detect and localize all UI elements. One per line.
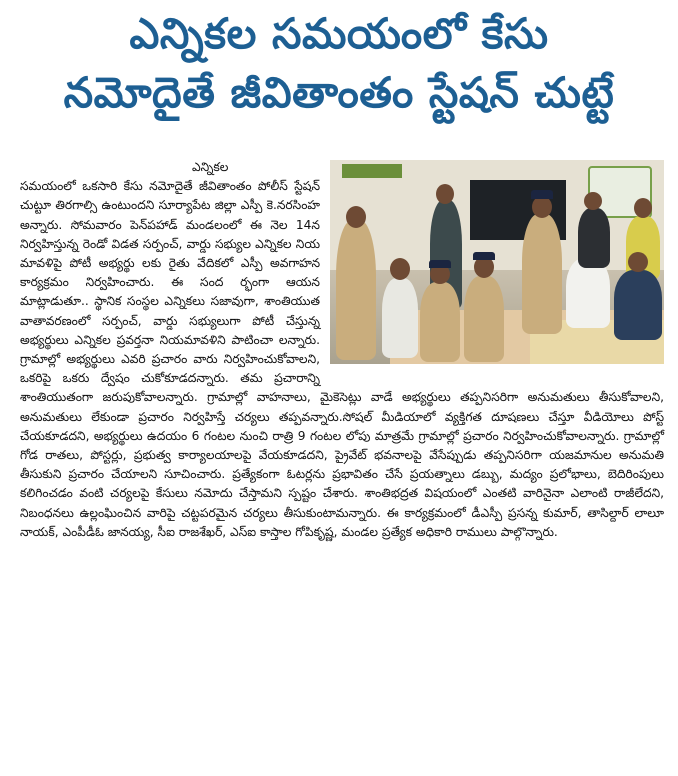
photo-banner (342, 164, 402, 178)
photo-person-head (628, 252, 648, 272)
headline-line-1: ఎన్నికల సమయంలో కేసు (129, 9, 549, 58)
photo-person (336, 220, 376, 360)
photo-cap (531, 190, 553, 199)
photo-person-head (390, 258, 410, 280)
photo-person (566, 258, 610, 328)
photo-person-head (436, 184, 454, 204)
photo-person (578, 208, 610, 268)
photo-person (420, 282, 460, 362)
photo-person-head (346, 206, 366, 228)
photo-person-head (584, 192, 602, 210)
headline-line-2: నమోదైతే జీవితాంతం స్టేషన్ చుట్టే (63, 68, 615, 117)
photo-person (382, 278, 418, 358)
photo-person (464, 276, 504, 362)
meeting-photo (330, 160, 664, 364)
photo-cap (473, 252, 495, 260)
photo-person (522, 214, 562, 334)
headline (0, 6, 678, 121)
dateline: ఎన్నికల (192, 160, 229, 174)
photo-person-head (634, 198, 652, 218)
article-body (20, 158, 664, 770)
photo-person (614, 270, 662, 340)
photo-person-head (532, 196, 552, 218)
photo-cap (429, 260, 451, 268)
article-text: సమయంలో ఒకసారి కేసు నమోదైతే జీవితాంతం పోలీస్ స్టేషన్ చుట్టూ తిరగాల్సి ఉంటుందని సూర్యాపేట జిల్లా ఎస్పీ కె.నరసింహ అన్నారు. సోమవారం పెన్‌పహాడ్ మండలంలో ఈ నెల 14న నిర్వహిస్తున్న రెండో విడత సర్పంచ్, వార్డు సభ్యుల ఎన్నికల నియ మావళిపై పోటీ అభ్యర్థు లకు రైతు వేదికలో ఎస్పీ అవగాహన కార్యక్రమం నిర్వహించారు. ఈ సంద ర్భంగా ఆయన మాట్లాడుతూ.. స్థానిక సంస్థల ఎన్నికలు సజావుగా, శాంతియుత వాతావరణంలో సర్పంచ్, వార్డు సభ్యులుగా పోటీ చేస్తున్న అభ్యర్థులు ఎన్నికల ప్రవర్తనా నియమావళిని పాటించా లన్నారు. గ్రామాల్లో అభ్యర్థులు ఎవరి ప్రచారం వారు నిర్వహించుకోవాలని, ఒకరిపై ఒకరు ద్వేషం చుకోకూడదన్నారు. తమ ప్రచారాన్ని శాంతియుతంగా జరుపుకోవాలన్నారు. గ్రామాల్లో వాహనాలు, మైకెసెట్లు వాడే అభ్యర్థులు తప్పనిసరిగా అనుమతులు తీసుకోవాలని, అనుమతులు లేకుండా ప్రచారం నిర్వహిస్తే చర్యలు తప్పవన్నారు.సోషల్ మీడియాలో వ్యక్తిగత దూషణలు చేస్తూ వీడియోలు పోస్ట్ చేయకూడదని, అభ్యర్థులు ఉదయం 6 గంటల నుంచి రాత్రి 9 గంటల లోపు మాత్రమే గ్రామాల్లో ప్రచారం నిర్వహించుకోవాలన్నారు. గ్రామాల్లో గోడ రాతలు, పోస్టర్లు, ప్రభుత్వ కార్యాలయాలపై వేయకూడదని, ప్రైవేట్ భవనాలపై వేసేప్పుడు తప్పనిసరిగా యజమానుల అనుమతి తీసుకుని ప్రచారం చేయాలని సూచించారు. ప్రత్యేకంగా ఓటర్లను ప్రభావితం చేసే ప్రయత్నాలు డబ్బు, మద్యం ప్రలోభాలు, బెదిరింపులు కలిగించడం వంటి చర్యలపై కేసులు నమోదు చేస్తామని స్పష్టం చేశారు. శాంతిభద్రత విషయంలో ఎంతటి వారినైనా ఎలాంటి రాజీలేదని, నిబంధనలు ఉల్లంఘించిన వారిపై చట్టపరమైన చర్యలు తీసుకుంటామన్నారు. ఈ కార్యక్రమంలో డీఎస్పీ ప్రసన్న కుమార్, తాసిల్దార్ లాలూ నాయక్, ఎంపీడీఓ జానయ్య, సీఐ రాజశేఖర్, ఎస్ఐ కాస్తాల గోపికృష్ణ, మండల ప్రత్యేక అధికారి రాములు పాల్గొన్నారు. (20, 179, 664, 539)
